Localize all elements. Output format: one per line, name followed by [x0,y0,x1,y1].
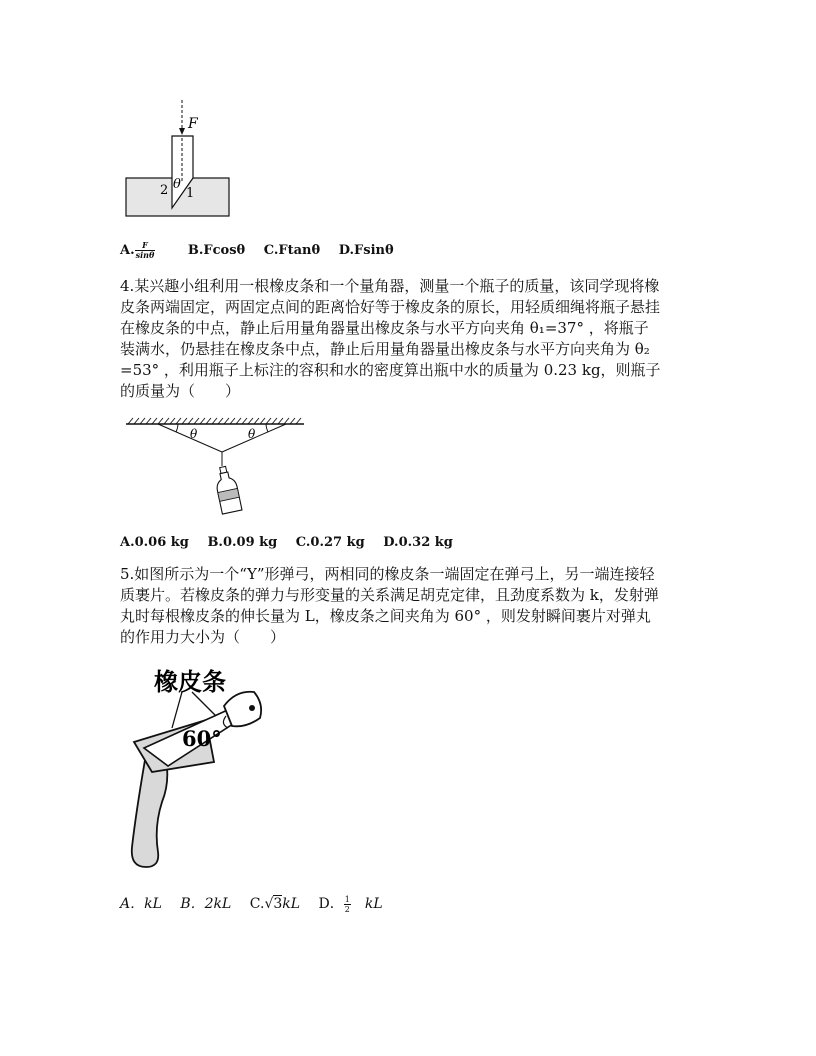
q4-line-1: 4.某兴趣小组利用一根橡皮条和一个量角器，测量一个瓶子的质量，该同学现将橡 [120,277,660,295]
q5-line-4: 的作用力大小为（ ） [120,628,286,646]
q5-option-b[interactable]: B．2kL [180,896,232,912]
q4-options [120,535,467,550]
q3-option-a-fraction: $\frac{F}{\sin\theta}$ [135,240,155,260]
q5-option-d-fraction: $\frac{1}{2}$ [344,894,350,914]
q5-pellet [249,705,255,711]
q3-side1-label: 1 [186,186,195,201]
q3-side2-label: 2 [160,183,169,198]
q3-theta-label: θ [173,177,181,192]
q4-line-4: 装满水，仍悬挂在橡皮条中点，静止后用量角器量出橡皮条与水平方向夹角为 θ₂ [120,340,650,358]
q5-option-a[interactable]: A．kL [120,896,162,912]
q3-option-c[interactable]: C.Ftanθ [263,243,321,258]
q4-bottle [213,465,242,514]
q4-theta-left: θ [190,427,198,441]
q5-pouch [224,692,261,727]
q4-option-b[interactable]: B.0.09 kg [207,535,278,550]
sqrt-icon: √ [264,896,274,912]
q5-line-1: 5.如图所示为一个“Y”形弹弓，两相同的橡皮条一端固定在弹弓上，另一端连接轻 [120,565,655,583]
q3-force-label: F [188,116,198,132]
q4-ceiling-hatch [128,418,301,424]
q5-line-2: 质裹片。若橡皮条的弹力与形变量的关系满足胡克定律，且劲度系数为 k，发射弹 [120,586,659,604]
q3-options [120,241,408,260]
q5-leader-line-1 [172,692,182,728]
q3-force-arrow [179,128,185,135]
q4-line-6: 的质量为（ ） [120,382,241,400]
q4-bottle-figure [124,416,306,518]
q5-angle-label: 60° [182,726,222,751]
q3-option-a[interactable]: A. $\frac{F}{\sin\theta}$ [120,243,169,258]
q3-option-b[interactable]: B.Fcosθ [187,243,246,258]
q4-line-3: 在橡皮条的中点，静止后用量角器量出橡皮条与水平方向夹角 θ₁=37° ，将瓶子 [120,319,649,337]
q4-theta-right: θ [248,427,256,441]
q4-left-angle-arc [176,424,178,432]
q5-option-c[interactable]: C.√3kL [249,896,301,912]
q3-wedge-figure [120,96,240,221]
q5-band-label: 橡皮条 [154,668,226,696]
q5-option-d[interactable]: D． $\frac{1}{2}$ kL [318,894,383,914]
q4-line-2: 皮条两端固定，两固定点间的距离恰好等于橡皮条的原长，用轻质细绳将瓶子悬挂 [120,298,661,316]
q4-line-5: =53° ，利用瓶子上标注的容积和水的密度算出瓶中水的质量为 0.23 kg，则瓶子 [120,361,661,379]
q4-right-angle-arc [266,424,268,432]
q4-option-a[interactable]: A.0.06 kg [120,535,189,550]
q5-options [120,893,397,914]
q5-slingshot-figure [124,662,284,872]
q5-line-3: 丸时每根橡皮条的伸长量为 L，橡皮条之间夹角为 60° ，则发射瞬间裹片对弹丸 [120,607,651,625]
q4-option-d[interactable]: D.0.32 kg [383,535,453,550]
q4-option-c[interactable]: C.0.27 kg [295,535,365,550]
q3-option-d[interactable]: D.Fsinθ [338,243,394,258]
